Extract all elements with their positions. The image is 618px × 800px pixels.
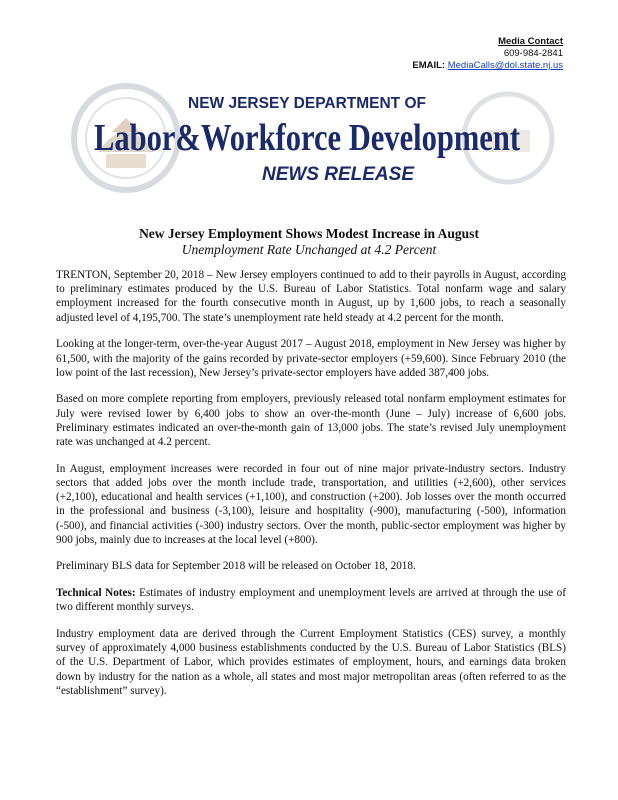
technical-notes-text: Estimates of industry employment and unemployment levels are arrived at through the use of two different monthly surveys.	[56, 587, 567, 614]
media-contact-email-row	[412, 60, 563, 72]
email-label: EMAIL:	[412, 60, 446, 71]
press-release-body	[56, 268, 566, 711]
headline-title: New Jersey Employment Shows Modest Increase in August	[139, 226, 479, 241]
paragraph-technical-notes	[56, 586, 566, 614]
press-release-headline	[0, 226, 618, 258]
paragraph-lead: TRENTON, September 20, 2018 – New Jersey employers continued to add to their payrolls in August, according to preliminary estimates produced by the U.S. Bureau of Labor Statistics. Total nonfarm wage and salary employment increased for the fourth consecutive month in August, up by 1,600 jobs, to reach a seasonally adjusted level of 4,195,700. The state’s unemployment rate held steady at 4.2 percent for the month.	[56, 269, 566, 324]
banner-news-release: NEWS RELEASE	[261, 164, 415, 185]
paragraph-july-revision: Based on more complete reporting from employers, previously released total nonfarm employment estimates for July were revised lower by 6,400 jobs to show an over-the-month (June – July) increase of 6,600 jobs. Preliminary estimates indicated an over-the-month gain of 13,000 jobs. The state’s revised July unemployment rate was unchanged at 4.2 percent.	[56, 393, 566, 449]
paragraph-ces-survey: Industry employment data are derived through the Current Employment Statistics (CES) survey, a monthly survey of approximately 4,000 business establishments conducted by the U.S. Bureau of Labor Statistics (BLS) of the U.S. Department of Labor, which provides estimates of employment, hours, and earnings data broken down by industry for the nation as a whole, all states and most major metropolitan areas (often referred to as the “establishment” survey).	[56, 628, 566, 697]
media-contact-heading: Media Contact	[498, 36, 563, 47]
headline-subtitle: Unemployment Rate Unchanged at 4.2 Percent	[181, 242, 437, 257]
paragraph-industry-sectors: In August, employment increases were recorded in four out of nine major private-industry sectors. Industry sectors that added jobs over the month include trade, transportation, and utilities (+2,600), other services (+2,100), educational and health services (+1,100), and construction (+200). Job losses over the month occurred in the professional and business (-3,100), leisure and hospitality (-900), manufacturing (-500), information (-500), and financial activities (-300) industry sectors. Over the month, public-sector employment was higher by 900 jobs, mainly due to increases at the local level (+800).	[56, 462, 566, 546]
agency-banner	[68, 82, 548, 200]
paragraph-next-release: Preliminary BLS data for September 2018 will be released on October 18, 2018.	[56, 560, 416, 573]
banner-department-text: NEW JERSEY DEPARTMENT OF	[188, 95, 426, 112]
media-contact-block	[412, 36, 563, 72]
email-link[interactable]: MediaCalls@dol.state.nj.us	[447, 60, 563, 71]
banner-agency-name: Labor&Workforce Development	[94, 117, 521, 159]
media-contact-phone: 609-984-2841	[503, 48, 563, 59]
paragraph-over-the-year: Looking at the longer-term, over-the-year August 2017 – August 2018, employment in New Jersey was higher by 61,500, with the majority of the gains recorded by private-sector employers (+59,600). Since February 2010 (the low point of the last recession), New Jersey’s private-sector employers have added 387,400 jobs.	[56, 338, 566, 379]
technical-notes-label: Technical Notes:	[56, 587, 136, 600]
banner-graphic	[68, 82, 548, 200]
